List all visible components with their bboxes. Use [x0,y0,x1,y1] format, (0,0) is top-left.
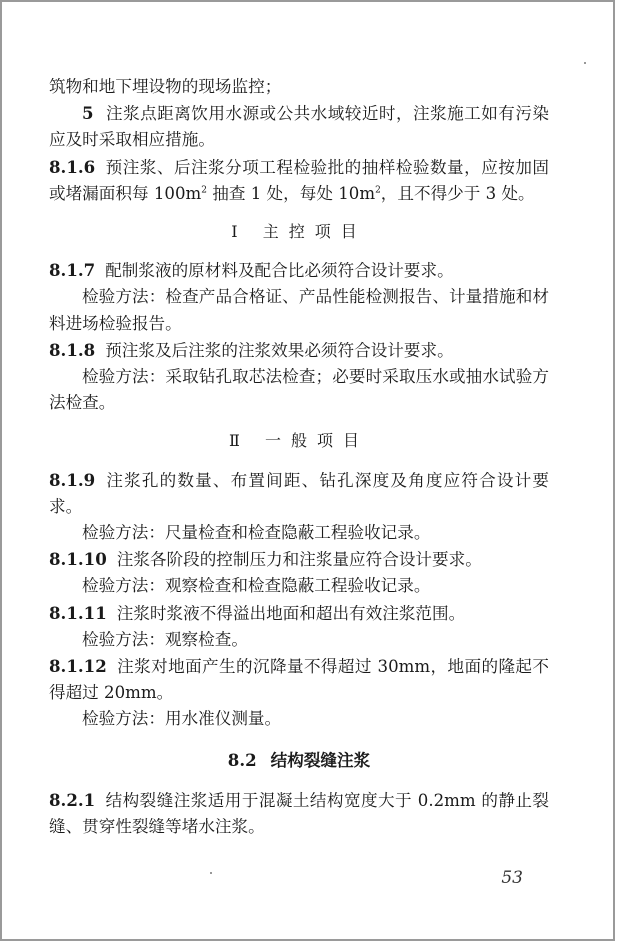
clause-text: 注浆各阶段的控制压力和注浆量应符合设计要求。 [116,550,482,570]
clause-number: 8.1.10 [49,549,107,570]
clause-text: 注浆时浆液不得溢出地面和超出有效注浆范围。 [116,603,466,623]
clause-text: 配制浆液的原材料及配合比必须符合设计要求。 [105,261,454,281]
inspection-method: 检验方法：观察检查。 [82,629,248,649]
scan-speck [210,872,212,874]
clause-number: 8.1.8 [49,339,96,360]
clause-8-1-6 [49,154,549,207]
clause-text: 预注浆、后注浆分项工程检验批的抽样检验数量，应按加固或堵漏面积每 100m [49,157,549,203]
section-title-text: 结构裂缝注浆 [270,749,371,770]
inspection-method: 检验方法：观察检查和检查隐蔽工程验收记录。 [82,576,431,596]
page-number: 53 [501,868,523,888]
inspection-method: 检验方法：检查产品合格证、产品性能检测报告、计量措施和材料进场检验报告。 [49,287,549,333]
clause-8-1-12 [49,653,549,706]
clause-text: 注浆孔的数量、布置间距、钻孔深度及角度应符合设计要求。 [49,470,549,516]
clause-text: 抽查 1 处，每处 10m [206,183,376,203]
section-title-8-2 [49,747,549,773]
clause-8-1-10 [49,546,549,573]
clause-text: 注浆对地面产生的沉降量不得超过 30mm，地面的隆起不得超过 20mm。 [49,657,549,703]
clause-8-1-11 [49,600,549,627]
superscript: 2 [201,185,207,196]
clause-8-2-1 [49,787,549,840]
clause-number: 5 [82,103,94,124]
clause-text: 结构裂缝注浆适用于混凝土结构宽度大于 0.2mm 的静止裂缝、贯穿性裂缝等堵水注浆。 [49,790,549,837]
clause-5 [49,100,549,153]
subsection-heading-general-items: Ⅱ 一般项目 [229,431,369,451]
page-body [49,74,549,840]
section-number: 8.2 [227,749,257,770]
clause-text: ，且不得少于 3 处。 [380,183,535,203]
clause-number: 8.1.12 [49,656,107,677]
paragraph-text: 筑物和地下埋设物的现场监控； [49,77,282,96]
clause-8-1-7 [49,257,549,284]
paragraph-continuation [49,74,549,100]
inspection-method: 检验方法：用水准仪测量。 [82,709,282,729]
clause-8-1-9 [49,467,549,520]
inspection-method: 检验方法：采取钻孔取芯法检查；必要时采取压水或抽水试验方法检查。 [49,367,549,413]
clause-text: 预注浆及后注浆的注浆效果必须符合设计要求。 [105,340,454,360]
scan-speck [584,62,586,64]
clause-text: 注浆点距离饮用水源或公共水域较近时，注浆施工如有污染应及时采取相应措施。 [49,104,549,150]
clause-number: 8.2.1 [49,789,96,810]
subsection-heading-main-items: Ⅰ 主控项目 [231,222,367,242]
superscript: 2 [375,185,381,196]
clause-number: 8.1.6 [49,156,96,177]
clause-number: 8.1.7 [49,260,96,281]
clause-number: 8.1.9 [49,469,96,490]
clause-8-1-8 [49,337,549,364]
clause-number: 8.1.11 [49,602,107,623]
inspection-method: 检验方法：尺量检查和检查隐蔽工程验收记录。 [82,523,431,543]
